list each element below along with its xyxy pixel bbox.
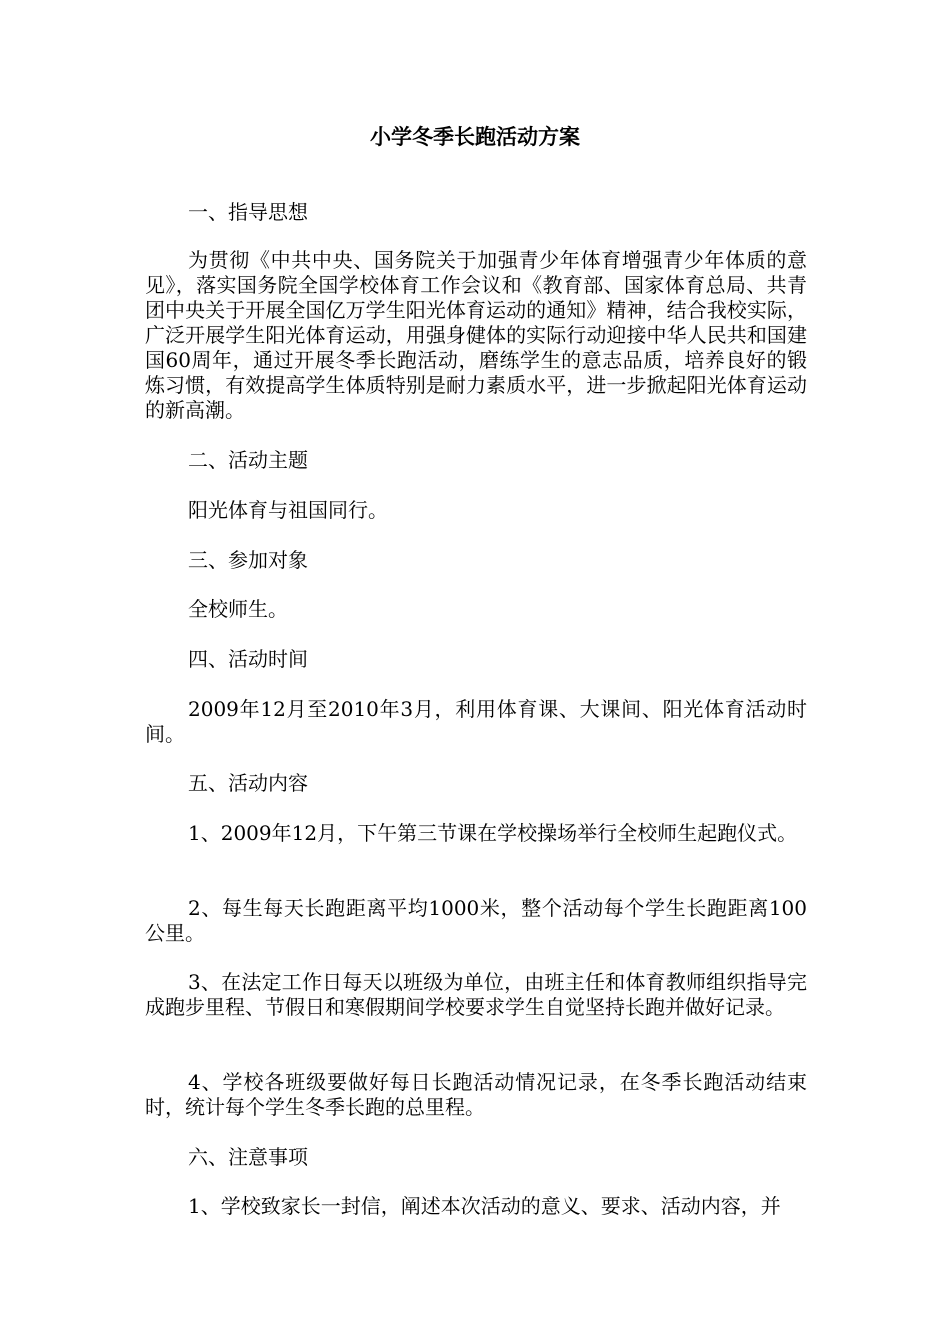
section-heading-participants: 三、参加对象 — [188, 548, 308, 572]
notes-item-1: 1、学校致家长一封信，阐述本次活动的意义、要求、活动内容，并 — [188, 1194, 781, 1218]
content-item-2: 2、每生每天长跑距离平均1000米，整个活动每个学生长跑距离100公里。 — [145, 896, 807, 945]
content-item-3: 3、在法定工作日每天以班级为单位，由班主任和体育教师组织指导完成跑步里程、节假日和寒假期间学校要求学生自觉坚持长跑并做好记录。 — [145, 970, 807, 1019]
section-body-time: 2009年12月至2010年3月，利用体育课、大课间、阳光体育活动时间。 — [145, 697, 807, 746]
section-heading-content: 五、活动内容 — [188, 771, 308, 795]
document-title: 小学冬季长跑活动方案 — [370, 124, 580, 149]
section-heading-theme: 二、活动主题 — [188, 448, 308, 472]
section-body-participants: 全校师生。 — [188, 597, 288, 621]
content-item-1: 1、2009年12月，下午第三节课在学校操场举行全校师生起跑仪式。 — [188, 821, 798, 845]
section-heading-notes: 六、注意事项 — [188, 1145, 308, 1169]
content-item-4: 4、学校各班级要做好每日长跑活动情况记录，在冬季长跑活动结束时，统计每个学生冬季长跑的总里程。 — [145, 1070, 807, 1119]
section-body-theme: 阳光体育与祖国同行。 — [188, 498, 388, 522]
section-heading-time: 四、活动时间 — [188, 647, 308, 671]
section-heading-guiding-ideology: 一、指导思想 — [188, 200, 308, 224]
section-body-guiding-ideology: 为贯彻《中共中央、国务院关于加强青少年体育增强青少年体质的意见》，落实国务院全国学校体育工作会议和《教育部、国家体育总局、共青团中央关于开展全国亿万学生阳光体育运动的通知》精神，结合我校实际，广泛开展学生阳光体育运动，用强身健体的实际行动迎接中华人民共和国建国60周年，通过开展冬季长跑活动，磨练学生的意志品质，培养良好的锻炼习惯，有效提高学生体质特别是耐力素质水平，进一步掀起阳光体育运动的新高潮。 — [145, 248, 807, 422]
